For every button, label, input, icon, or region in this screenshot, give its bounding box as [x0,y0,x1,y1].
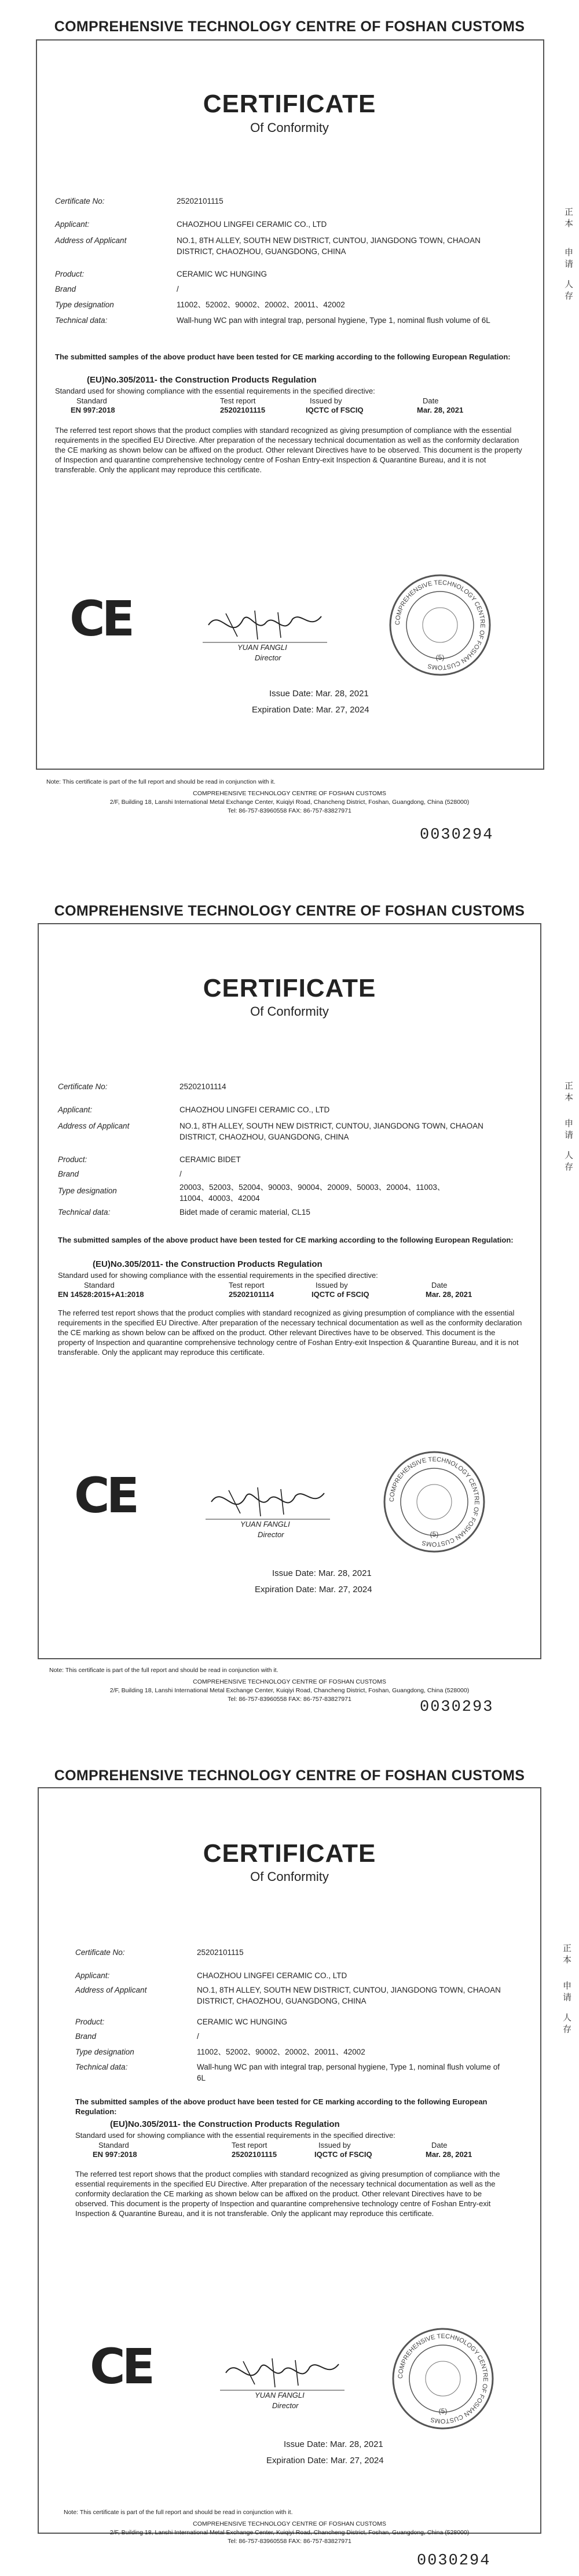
seal-text: COMPREHENSIVE TECHNOLOGY CENTRE OF FOSHAN CUSTOMS [394,579,486,671]
label-applicant: Applicant: [58,1105,93,1114]
label-type: Type designation [75,2048,134,2056]
regulation: (EU)No.305/2011- the Construction Products Regulation [110,2119,340,2129]
note: Note: This certificate is part of the full report and should be read in conjunction with it. [49,1667,278,1674]
date: Mar. 28, 2021 [426,1290,472,1299]
label-brand: Brand [55,285,76,293]
label-address: Address of Applicant [58,1122,130,1130]
col-report: Test report [220,396,256,405]
regulation: (EU)No.305/2011- the Construction Products Regulation [87,375,317,385]
signatory-role: Director [255,653,281,662]
serial-number: 0030294 [420,826,494,844]
header-title: COMPREHENSIVE TECHNOLOGY CENTRE OF FOSHAN CUSTOMS [54,19,525,35]
standard: EN 997:2018 [93,2150,137,2159]
label-address: Address of Applicant [55,236,127,245]
seal-text: COMPREHENSIVE TECHNOLOGY CENTRE OF FOSHAN CUSTOMS [397,2332,489,2425]
certificate-subtitle: Of Conformity [250,1004,329,1019]
footer-address: 2/F, Building 18, Lanshi International Metal Exchange Center, Kuiqiyi Road, Chancheng District, Foshan, Guangdong, China (528000) [109,799,470,806]
col-standard: Standard [76,396,107,405]
signatory: YUAN FANGLI [240,1520,290,1528]
seal-code: (5) [435,653,445,662]
label-type: Type designation [55,300,114,309]
label-type: Type designation [58,1186,117,1195]
standard-used: Standard used for showing compliance with the essential requirements in the specified directive: [55,387,375,395]
signatory: YUAN FANGLI [237,643,287,652]
col-issued: Issued by [318,2141,351,2149]
seal-code: (5) [430,1530,439,1538]
technical-data: Wall-hung WC pan with integral trap, personal hygiene, Type 1, nominal flush volume of 6L [197,2063,500,2082]
technical-data: Bidet made of ceramic material, CL15 [179,1208,310,1217]
signatory-role: Director [272,2401,299,2410]
header-title: COMPREHENSIVE TECHNOLOGY CENTRE OF FOSHAN CUSTOMS [54,903,525,919]
certificate-no: 25202101114 [179,1082,226,1091]
product: CERAMIC WC HUNGING [177,270,267,278]
footer-address: 2/F, Building 18, Lanshi International Metal Exchange Center, Kuiqiyi Road, Chancheng District, Foshan, Guangdong, China (528000) [109,1687,470,1694]
standard: EN 997:2018 [71,406,115,414]
label-product: Product: [75,2018,105,2026]
standard-used: Standard used for showing compliance with the essential requirements in the specified directive: [58,1271,378,1280]
applicant: CHAOZHOU LINGFEI CERAMIC CO., LTD [177,220,327,229]
ce-mark: CE [74,1467,137,1524]
footer-name: COMPREHENSIVE TECHNOLOGY CENTRE OF FOSHAN CUSTOMS [193,790,386,797]
signatory: YUAN FANGLI [255,2391,305,2399]
footer-tel: Tel: 86-757-83960558 FAX: 86-757-83827971 [228,807,351,814]
certificate-no: 25202101115 [177,197,223,205]
standard-used: Standard used for showing compliance with the essential requirements in the specified directive: [75,2131,395,2140]
col-date: Date [431,1281,448,1289]
label-address: Address of Applicant [75,1986,147,1994]
expiration-date: Expiration Date: Mar. 27, 2024 [255,1585,372,1594]
seal-text: COMPREHENSIVE TECHNOLOGY CENTRE OF FOSHAN CUSTOMS [388,1456,481,1548]
signature [206,1479,333,1525]
applicant: CHAOZHOU LINGFEI CERAMIC CO., LTD [197,1971,347,1980]
issued-by: IQCTC of FSCIQ [312,1290,369,1299]
type-designation: 20003、52003、52004、90003、90004、20009、50003、20004、11003、11004、40003、42004 [179,1183,445,1203]
certificate-no: 25202101115 [197,1948,244,1957]
brand: / [179,1170,182,1178]
seal [388,573,492,677]
body-text: The referred test report shows that the product complies with standard recognized as giving presumption of compliance with the essential requirements in the specified EU Directive. After preparation of the necessary technical documentation as well as the conformity declaration the CE marking as shown below can be affixed on the product. Other relevant Directives have to be observed. This document is the property of Inspection and quarantine comprehensive technology centre of Foshan Entry-exit Inspection & Quarantine Bureau, and it is not transferable. Only the applicant may reproduce this certificate. [75,2170,500,2218]
seal [391,2327,495,2431]
statement: The submitted samples of the above product have been tested for CE marking according to the following European Regulation: [55,352,511,361]
col-standard: Standard [84,1281,115,1289]
note: Note: This certificate is part of the full report and should be read in conjunction with it. [64,2509,293,2516]
body-text: The referred test report shows that the product complies with standard recognized as giving presumption of compliance with the essential requirements in the specified EU Directive. After preparation of the necessary technical documentation as well as the conformity declaration the CE marking as shown below can be affixed on the product. Other relevant Directives have to be observed. This document is the property of Inspection and quarantine comprehensive technology centre of Foshan Entry-exit Inspection & Quarantine Bureau, and it is not transferable. Only the applicant may reproduce this certificate. [58,1309,522,1357]
label-brand: Brand [75,2032,97,2041]
issue-date: Issue Date: Mar. 28, 2021 [284,2439,383,2449]
brand: / [177,285,179,293]
standard: EN 14528:2015+A1:2018 [58,1290,144,1299]
expiration-date: Expiration Date: Mar. 27, 2024 [252,705,369,715]
label-certificate-no: Certificate No: [75,1948,125,1957]
col-issued: Issued by [310,396,342,405]
col-standard: Standard [98,2141,129,2149]
type-designation: 11002、52002、90002、20002、20011、42002 [197,2048,365,2056]
certificate-page-3: COMPREHENSIVE TECHNOLOGY CENTRE OF FOSHAN CUSTOMS CERTIFICATE Of Conformity Certificate No: 25202101115 Applicant: CHAOZHOU LINGFEI CERAMIC CO., LTD Address of Applicant NO.1, 8TH ALLEY, SOUTH NEW DISTRICT, CUNTOU, JIANGDONG TOWN, CHAOAN DISTRICT, CHAOZHOU, GUANGDONG, CHINA Product: CERAMIC WC HUNGING Brand / Type designation 11002、52002、90002、20002、20011、42002 Technical data: Wall-hung WC pan with integral trap, personal hygiene, Type 1, nominal flush volume of 6L The submitted samples of the above product have been tested for CE marking according to the following European Regulation: (EU)No.305/2011- the Construction Products Regulation Standard used for showing compliance with the essential requirements in the specified directive: Standard Test report Issued by Date EN 997:2018 25202101115 IQCTC of FSCIQ Mar. 28, 2021 The referred test report shows that the product complies with standard recognized as giving presumption of compliance with the essential requirements in the specified EU Directive. After preparation of the necessary technical documentation as well as the conformity declaration the CE marking as shown below can be affixed on the product. Other relevant Directives have to be observed. This document is the property of Inspection and quarantine comprehensive technology centre of Foshan Entry-exit Inspection & Quarantine Bureau, and it is not transferable. Only the applicant may reproduce this certificate. CE YUAN FANGLI Director COMPREHENSIVE TECHNOLOGY CENTRE OF FOSHAN CUSTOMS (5) Issue Date: Mar. 28, 2021 Expiration Date: Mar. 27, 2024 Note: This certificate is part of the full report and should be read in conjunction with it. COMPREHENSIVE TECHNOLOGY CENTRE OF FOSHAN CUSTOMS 2/F, Building 18, Lanshi International Metal Exchange Center, Kuiqiyi Road, Chancheng District, Foshan, Guangdong, China (528000) Tel: 86-757-83960558 FAX: 86-757-83827971 0030294 正 本 申 请 人 存 [0,1719,579,2576]
label-applicant: Applicant: [75,1971,110,1980]
test-report: 25202101115 [232,2150,277,2159]
label-product: Product: [58,1155,87,1164]
footer-name: COMPREHENSIVE TECHNOLOGY CENTRE OF FOSHAN CUSTOMS [193,1678,386,1685]
regulation: (EU)No.305/2011- the Construction Products Regulation [93,1259,323,1269]
label-certificate-no: Certificate No: [55,197,105,205]
statement: The submitted samples of the above product have been tested for CE marking according to the following European Regulation: [58,1236,514,1244]
date: Mar. 28, 2021 [417,406,464,414]
footer-tel: Tel: 86-757-83960558 FAX: 86-757-83827971 [228,1696,351,1703]
serial-number: 0030294 [417,2552,491,2570]
ce-mark: CE [90,2338,152,2395]
signature [220,2350,347,2396]
applicant: CHAOZHOU LINGFEI CERAMIC CO., LTD [179,1105,330,1114]
certificate-page-2: COMPREHENSIVE TECHNOLOGY CENTRE OF FOSHAN CUSTOMS CERTIFICATE Of Conformity Certificate No: 25202101114 Applicant: CHAOZHOU LINGFEI CERAMIC CO., LTD Address of Applicant NO.1, 8TH ALLEY, SOUTH NEW DISTRICT, CUNTOU, JIANGDONG TOWN, CHAOAN DISTRICT, CHAOZHOU, GUANGDONG, CHINA Product: CERAMIC BIDET Brand / Type designation 20003、52003、52004、90003、90004、20009、50003、20004、11003、11004、40003、42004 Technical data: Bidet made of ceramic material, CL15 The submitted samples of the above product have been tested for CE marking according to the following European Regulation: (EU)No.305/2011- the Construction Products Regulation Standard used for showing compliance with the essential requirements in the specified directive: Standard Test report Issued by Date EN 14528:2015+A1:2018 25202101114 IQCTC of FSCIQ Mar. 28, 2021 The referred test report shows that the product complies with standard recognized as giving presumption of compliance with the essential requirements in the specified EU Directive. After preparation of the necessary technical documentation as well as the conformity declaration the CE marking as shown below can be affixed on the product. Other relevant Directives have to be observed. This document is the property of Inspection and quarantine comprehensive technology centre of Foshan Entry-exit Inspection & Quarantine Bureau, and it is not transferable. Only the applicant may reproduce this certificate. CE YUAN FANGLI Director COMPREHENSIVE TECHNOLOGY CENTRE OF FOSHAN CUSTOMS (5) Issue Date: Mar. 28, 2021 Expiration Date: Mar. 27, 2024 Note: This certificate is part of the full report and should be read in conjunction with it. COMPREHENSIVE TECHNOLOGY CENTRE OF FOSHAN CUSTOMS 2/F, Building 18, Lanshi International Metal Exchange Center, Kuiqiyi Road, Chancheng District, Foshan, Guangdong, China (528000) Tel: 86-757-83960558 FAX: 86-757-83827971 0030293 正 本 申 请 人 存 [0,857,579,1719]
product: CERAMIC BIDET [179,1155,241,1164]
footer-tel: Tel: 86-757-83960558 FAX: 86-757-83827971 [228,2538,351,2545]
note: Note: This certificate is part of the full report and should be read in conjunction with it. [46,778,276,785]
address: NO.1, 8TH ALLEY, SOUTH NEW DISTRICT, CUNTOU, JIANGDONG TOWN, CHAOAN DISTRICT, CHAOZHOU, GUANGDONG, CHINA [197,1986,501,2005]
col-report: Test report [232,2141,267,2149]
col-report: Test report [229,1281,265,1289]
technical-data: Wall-hung WC pan with integral trap, personal hygiene, Type 1, nominal flush volume of 6L [177,316,490,325]
certificate-subtitle: Of Conformity [250,120,329,135]
certificate-title: CERTIFICATE [203,1839,376,1868]
body-text: The referred test report shows that the product complies with standard recognized as giving presumption of compliance with the essential requirements in the specified EU Directive. After preparation of the necessary technical documentation as well as the conformity declaration the CE marking as shown below can be affixed on the product. Other relevant Directives have to be observed. This document is the property of Inspection and quarantine comprehensive technology centre of Foshan Entry-exit Inspection & Quarantine Bureau, and it is not transferable. Only the applicant may reproduce this certificate. [55,426,522,474]
issued-by: IQCTC of FSCIQ [314,2150,372,2159]
certificate-title: CERTIFICATE [203,90,376,118]
address: NO.1, 8TH ALLEY, SOUTH NEW DISTRICT, CUNTOU, JIANGDONG TOWN, CHAOAN DISTRICT, CHAOZHOU, GUANGDONG, CHINA [179,1122,483,1141]
issued-by: IQCTC of FSCIQ [306,406,364,414]
issue-date: Issue Date: Mar. 28, 2021 [272,1568,372,1578]
label-technical: Technical data: [75,2063,128,2071]
issue-date: Issue Date: Mar. 28, 2021 [269,689,369,699]
signature [203,602,330,648]
col-date: Date [423,396,439,405]
seal-code: (5) [438,2407,448,2415]
test-report: 25202101114 [229,1290,274,1299]
address: NO.1, 8TH ALLEY, SOUTH NEW DISTRICT, CUNTOU, JIANGDONG TOWN, CHAOAN DISTRICT, CHAOZHOU, GUANGDONG, CHINA [177,236,481,256]
header-title: COMPREHENSIVE TECHNOLOGY CENTRE OF FOSHAN CUSTOMS [54,1767,525,1784]
type-designation: 11002、52002、90002、20002、20011、42002 [177,300,345,309]
statement: The submitted samples of the above product have been tested for CE marking according to the following European Regulation: [75,2097,488,2116]
label-certificate-no: Certificate No: [58,1082,108,1091]
footer-address: 2/F, Building 18, Lanshi International Metal Exchange Center, Kuiqiyi Road, Chancheng District, Foshan, Guangdong, China (528000) [109,2529,470,2536]
certificate-subtitle: Of Conformity [250,1869,329,1884]
product: CERAMIC WC HUNGING [197,2018,287,2026]
serial-number: 0030293 [420,1699,494,1716]
date: Mar. 28, 2021 [426,2150,472,2159]
ce-mark: CE [69,590,132,647]
certificate-page-1: COMPREHENSIVE TECHNOLOGY CENTRE OF FOSHAN CUSTOMS CERTIFICATE Of Conformity Certificate No: 25202101115 Applicant: CHAOZHOU LINGFEI CERAMIC CO., LTD Address of Applicant NO.1, 8TH ALLEY, SOUTH NEW DISTRICT, CUNTOU, JIANGDONG TOWN, CHAOAN DISTRICT, CHAOZHOU, GUANGDONG, CHINA Product: CERAMIC WC HUNGING Brand / Type designation 11002、52002、90002、20002、20011、42002 Technical data: Wall-hung WC pan with integral trap, personal hygiene, Type 1, nominal flush volume of 6L The submitted samples of the above product have been tested for CE marking according to the following European Regulation: (EU)No.305/2011- the Construction Products Regulation Standard used for showing compliance with the essential requirements in the specified directive: Standard Test report Issued by Date EN 997:2018 25202101115 IQCTC of FSCIQ Mar. 28, 2021 The referred test report shows that the product complies with standard recognized as giving presumption of compliance with the essential requirements in the specified EU Directive. After preparation of the necessary technical documentation as well as the conformity declaration the CE marking as shown below can be affixed on the product. Other relevant Directives have to be observed. This document is the property of Inspection and quarantine comprehensive technology centre of Foshan Entry-exit Inspection & Quarantine Bureau, and it is not transferable. Only the applicant may reproduce this certificate. CE YUAN FANGLI Director COMPREHENSIVE TECHNOLOGY CENTRE OF FOSHAN CUSTOMS (5) Issue Date: Mar. 28, 2021 Expiration Date: Mar. 27, 2024 Note: This certificate is part of the full report and should be read in conjunction with it. COMPREHENSIVE TECHNOLOGY CENTRE OF FOSHAN CUSTOMS 2/F, Building 18, Lanshi International Metal Exchange Center, Kuiqiyi Road, Chancheng District, Foshan, Guangdong, China (528000) Tel: 86-757-83960558 FAX: 86-757-83827971 0030294 正 本 申 请 人 存 [0,0,579,857]
label-brand: Brand [58,1170,79,1178]
test-report: 25202101115 [220,406,266,414]
col-date: Date [431,2141,448,2149]
seal [382,1450,486,1554]
label-technical: Technical data: [58,1208,111,1217]
label-applicant: Applicant: [55,220,90,229]
label-product: Product: [55,270,85,278]
label-technical: Technical data: [55,316,108,325]
footer-name: COMPREHENSIVE TECHNOLOGY CENTRE OF FOSHAN CUSTOMS [193,2520,386,2527]
col-issued: Issued by [316,1281,348,1289]
expiration-date: Expiration Date: Mar. 27, 2024 [266,2456,384,2465]
brand: / [197,2032,199,2041]
certificate-title: CERTIFICATE [203,974,376,1002]
signatory-role: Director [258,1530,284,1539]
